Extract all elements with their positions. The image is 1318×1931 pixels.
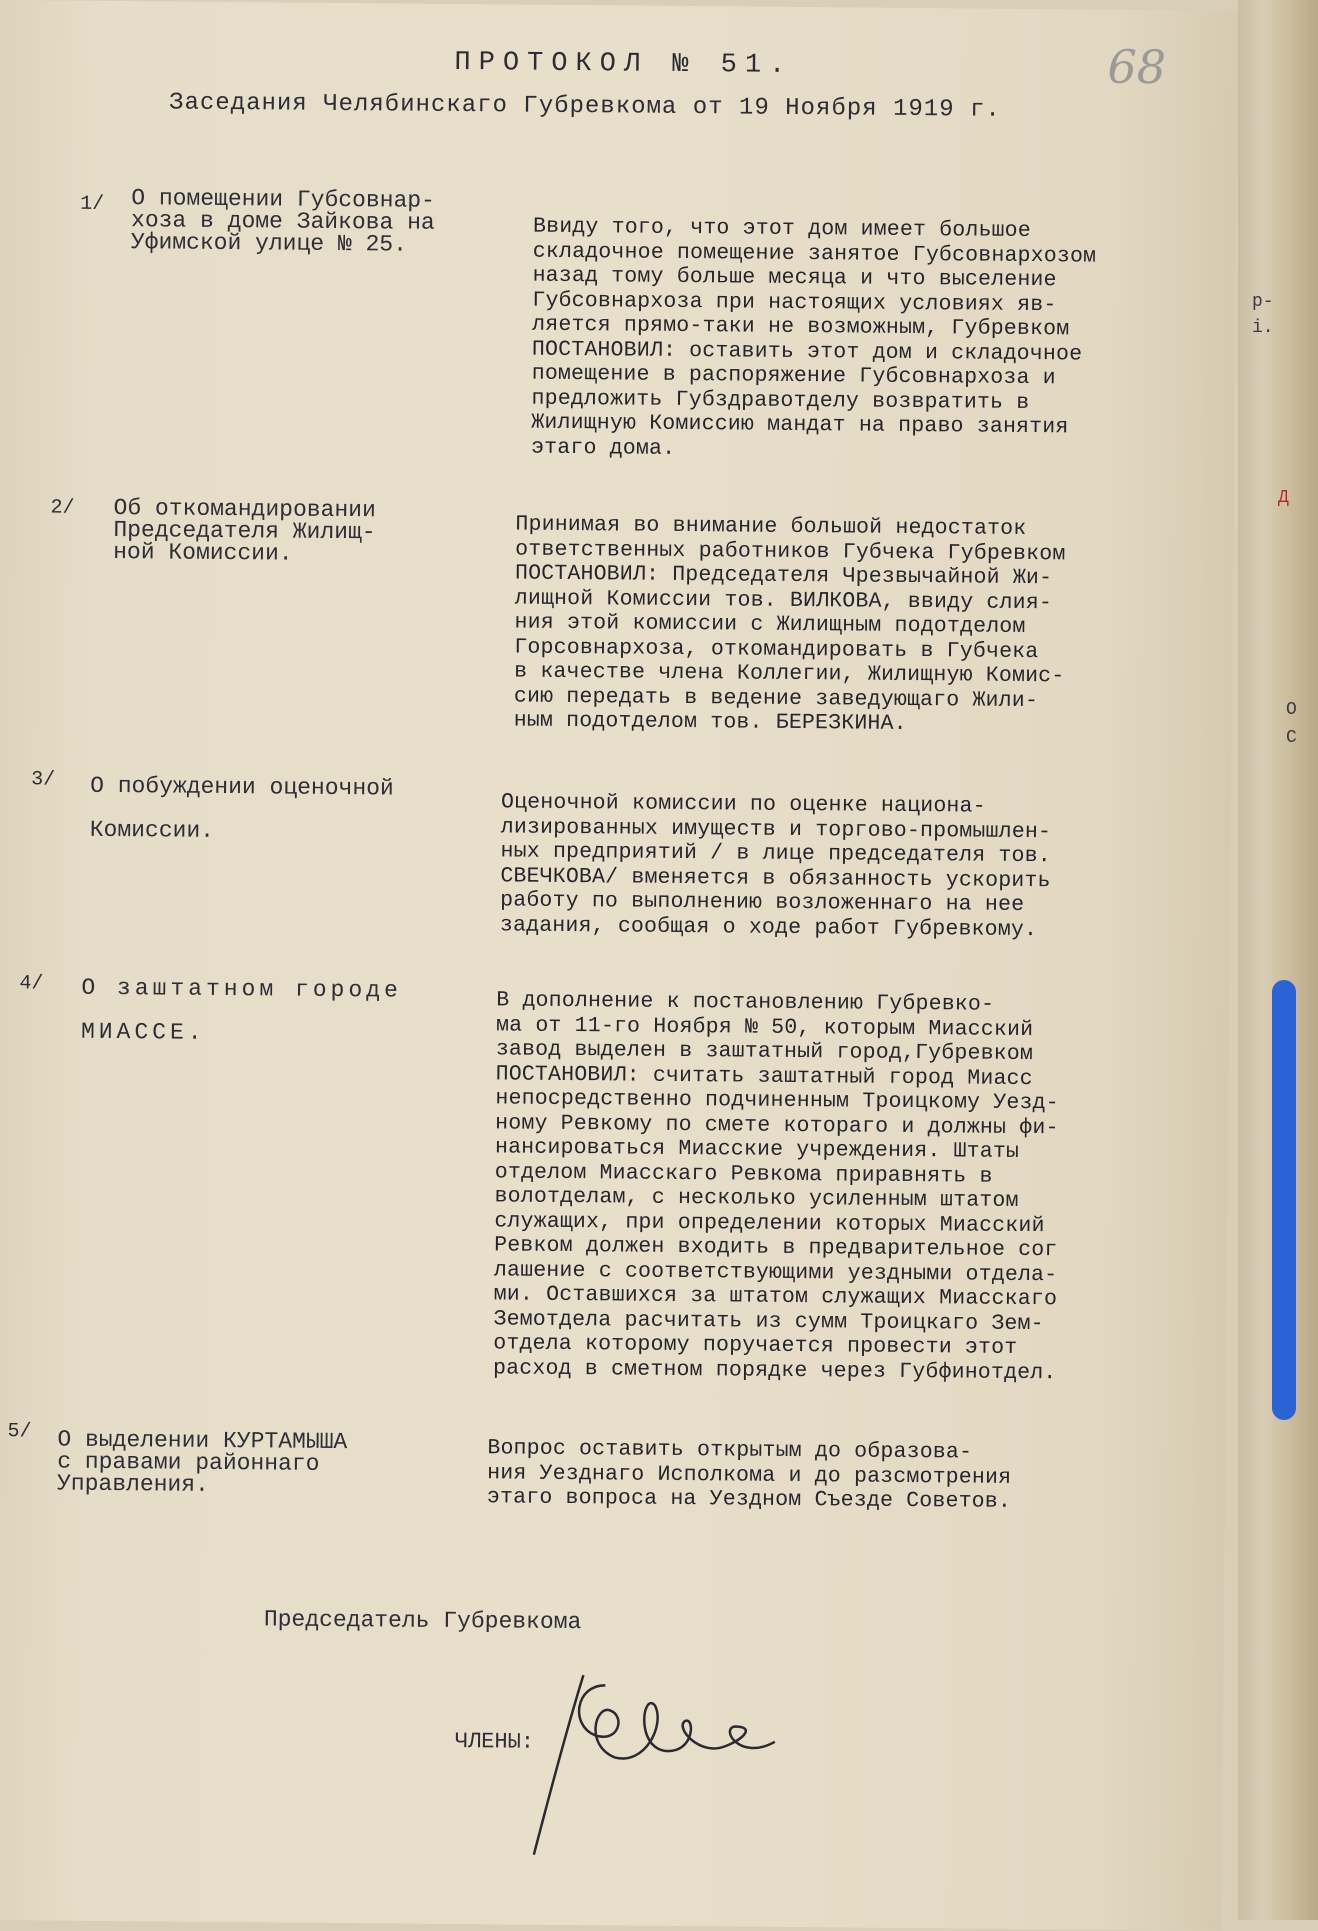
item-number: 4/	[19, 972, 44, 996]
item-resolution: Принимая во внимание большой недостаток ответственных работников Губчека Губревком ПОСТАНОВИЛ: Председателя Чрезвычайной Жи- лищной Комиссии тов. ВИЛКОВА, ввиду слия- ния этой комиссии с Жилищным подотделом Горсовнархоза, откомандировать в Губчека в качестве члена Коллегии, Жилищную Комис- сию передать в ведение заведующаго Жили- ным подотделом тов. БЕРЕЗКИНА.	[513, 512, 1066, 736]
item-resolution: В дополнение к постановлению Губревко- ма от 11-го Нoября № 50, которым Миасский завод выделен в заштатный город,Губревком ПОСТАНОВИЛ: считать заштатный город Миасс непосредственно подчиненным Троицкому Уезд- ному Ревкому по смете котораго и должны фи- нансироваться Миасские учреждения. Штаты отделом Миасскаго Ревкома приравнять в волотделам, с несколько усиленным штатом служащих, при определении которых Миасский Ревком должен входить в предварительное сог лашение с соответствующими уездными отдела- ми. Оставшихся за штатом служащих Миасскаго Земотдела расчитать из сумм Троицкаго Зем- отдела которому поручается провести этот расход в сметном порядке через Губфинотдел.	[492, 988, 1059, 1385]
item-topic: О помещении Губсовнар- хоза в доме Зайкова на Уфимской улице № 25.	[130, 185, 436, 258]
handwritten-signature	[524, 1665, 786, 1867]
item-number: 2/	[50, 496, 75, 520]
scroll-indicator	[1272, 980, 1296, 1420]
signature-title: Председатель Губревкома	[263, 1606, 582, 1636]
item-resolution: Ввиду того, что этот дом имеет большое складочное помещение занятое Губсовнархозом назад тому больше месяца и что выселение Губсовнархоза при настоящих условиях яв- ляется прямо-таки не возможным, Губревком ПОСТАНОВИЛ: оставить этот дом и складочное помещение в распоряжение Губсовнархоза и предложить Губздравотделу возвратить в Жилищную Комиссию мандат на право занятия этаго дома.	[531, 214, 1097, 461]
item-number: 5/	[7, 1420, 32, 1444]
item-resolution: Оценочной комиссии по оценке национа- лизированных имуществ и торгово-промышлен- ных предприятий / в лице председателя тов. СВЕЧКОВА/ вменяется в обязанность ускорить работу по выполнению возложеннаго на нее задания, сообщая о ходе работ Губревкому.	[499, 790, 1052, 942]
document-subtitle: Заседания Челябинскаго Губревкома от 19 Ноября 1919 г.	[168, 89, 1001, 124]
item-number: 3/	[31, 768, 56, 792]
item-topic: О заштатном городе МИАССЕ.	[80, 974, 402, 1046]
item-number: 1/	[80, 192, 105, 216]
item-topic: О выделении КУРТАМЫША с правами районнаго Управления.	[56, 1426, 348, 1498]
page-edge: р- і. Д О С	[1238, 0, 1318, 1920]
item-topic: О побуждении оценочной Комиссии.	[89, 772, 394, 844]
document-title: ПРОТОКОЛ № 51.	[454, 47, 794, 81]
page-number: 68	[1107, 39, 1167, 95]
item-resolution: Вопрос оставить открытым до образова- ния Уезднаго Исполкома и до разсмотрения этаго вопроса на Уездном Съезде Советов.	[486, 1436, 1012, 1514]
members-label: ЧЛЕНЫ:	[454, 1729, 535, 1755]
item-topic: Об откомандировании Председателя Жилищ- ной Комиссии.	[113, 495, 376, 567]
